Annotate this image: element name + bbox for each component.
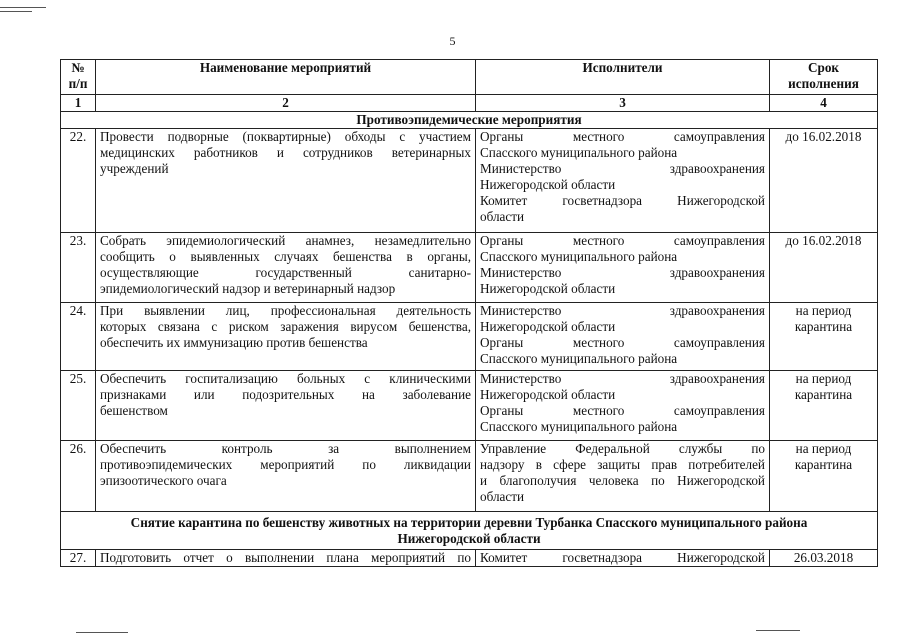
column-number: 2 <box>96 95 476 112</box>
term: до 16.02.2018 <box>770 129 878 233</box>
table-header-row <box>61 60 878 95</box>
executors: Управление Федеральной службы по надзору в сфере защиты прав потребителей и благополучия человека по Нижегородской области <box>476 441 770 512</box>
table-row <box>61 371 878 441</box>
executors: Органы местного самоуправления Спасского муниципального района Министерство здравоохранения Нижегородской области <box>476 233 770 303</box>
column-number: 1 <box>61 95 96 112</box>
header-num: № п/п <box>61 60 96 95</box>
header-executors: Исполнители <box>476 60 770 95</box>
section-row <box>61 512 878 550</box>
header-name: Наименование мероприятий <box>96 60 476 95</box>
column-number: 4 <box>770 95 878 112</box>
term: до 16.02.2018 <box>770 233 878 303</box>
row-number: 27. <box>61 550 96 567</box>
executors: Органы местного самоуправления Спасского муниципального района Министерство здравоохранения Нижегородской области Комитет госветнадзора Нижегородской области <box>476 129 770 233</box>
table-row <box>61 303 878 371</box>
section-title: Снятие карантина по бешенству животных на территории деревни Турбанка Спасского муниципального района Нижегородской области <box>61 512 878 550</box>
measures-table <box>60 59 878 567</box>
term: на период карантина <box>770 441 878 512</box>
term: на период карантина <box>770 303 878 371</box>
row-number: 25. <box>61 371 96 441</box>
table-row <box>61 550 878 567</box>
measure-name: Провести подворные (поквартирные) обходы с участием медицинских работников и сотрудников ветеринарных учреждений <box>96 129 476 233</box>
table-row <box>61 129 878 233</box>
measure-name: При выявлении лиц, профессиональная деятельность которых связана с риском заражения вирусом бешенства, обеспечить их иммунизацию против бешенства <box>96 303 476 371</box>
term: 26.03.2018 <box>770 550 878 567</box>
column-number: 3 <box>476 95 770 112</box>
term: на период карантина <box>770 371 878 441</box>
measure-name: Подготовить отчет о выполнении плана мероприятий по <box>96 550 476 567</box>
scan-artifact <box>756 630 800 631</box>
section-title: Противоэпидемические мероприятия <box>61 112 878 129</box>
header-term: Срок исполнения <box>770 60 878 95</box>
row-number: 23. <box>61 233 96 303</box>
table-row <box>61 441 878 512</box>
measure-name: Обеспечить госпитализацию больных с клиническими признаками или подозрительных на заболевание бешенством <box>96 371 476 441</box>
executors: Министерство здравоохранения Нижегородской области Органы местного самоуправления Спасского муниципального района <box>476 371 770 441</box>
measure-name: Обеспечить контроль за выполнением противоэпидемических мероприятий по ликвидации эпизоотического очага <box>96 441 476 512</box>
executors: Министерство здравоохранения Нижегородской области Органы местного самоуправления Спасского муниципального района <box>476 303 770 371</box>
scan-artifact <box>0 11 32 12</box>
row-number: 26. <box>61 441 96 512</box>
row-number: 24. <box>61 303 96 371</box>
measure-name: Собрать эпидемиологический анамнез, незамедлительно сообщить о выявленных случаях бешенства в органы, осуществляющие государственный санитарно- эпидемиологический надзор и ветеринарный надзор <box>96 233 476 303</box>
executors: Комитет госветнадзора Нижегородской <box>476 550 770 567</box>
column-numbers-row <box>61 95 878 112</box>
scan-artifact <box>76 632 128 633</box>
table-row <box>61 233 878 303</box>
section-row <box>61 112 878 129</box>
row-number: 22. <box>61 129 96 233</box>
page-number: 5 <box>449 34 456 48</box>
scan-artifact <box>0 7 46 8</box>
